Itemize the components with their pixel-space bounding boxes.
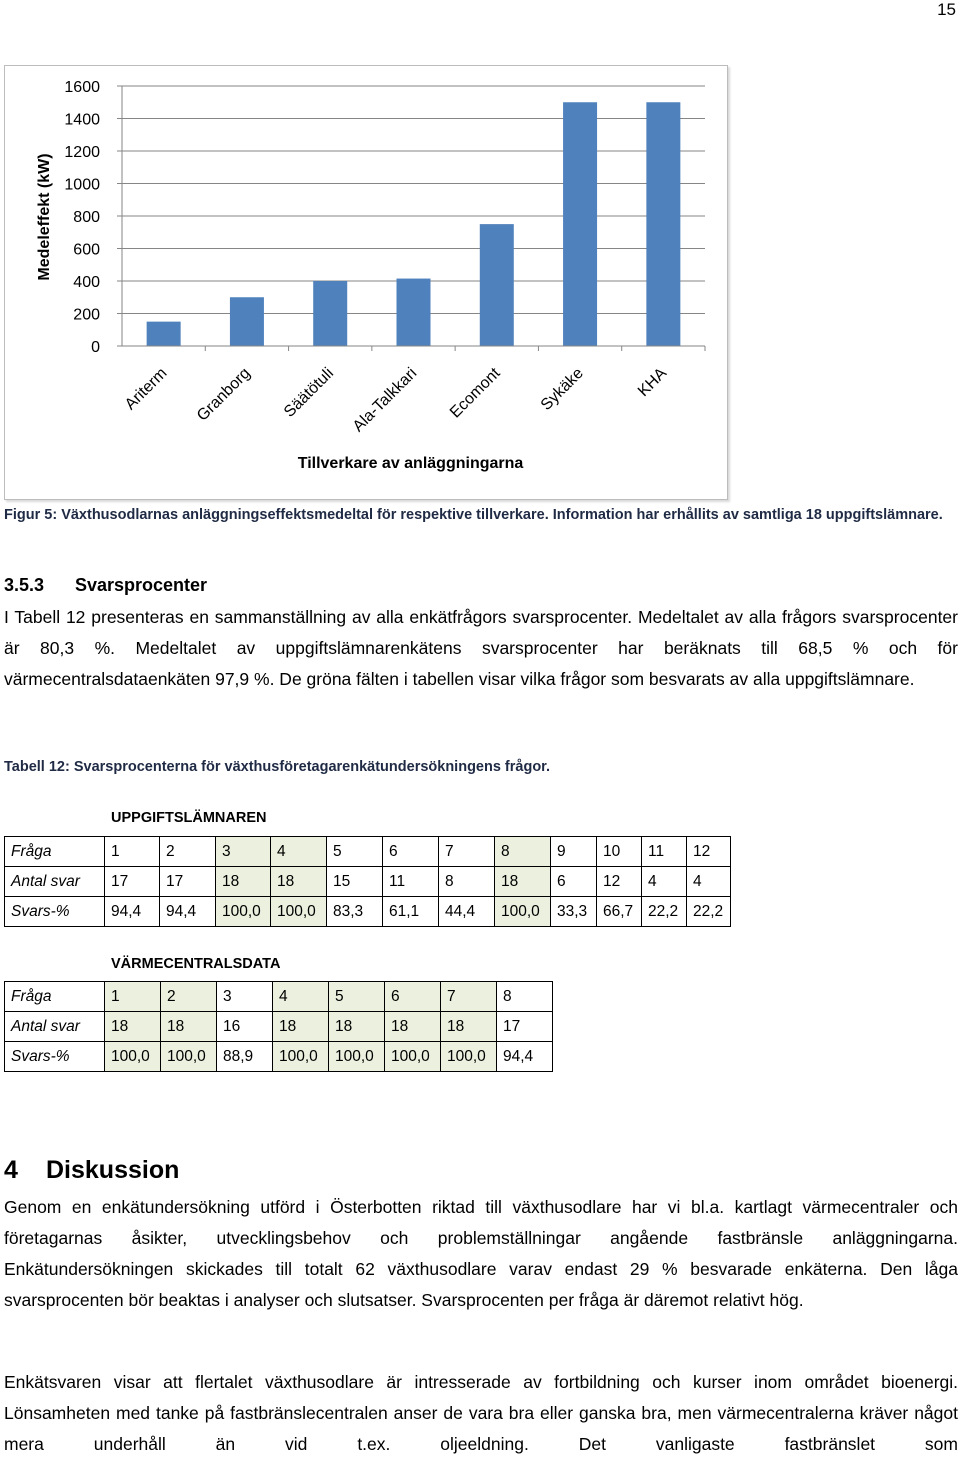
y-tick-label: 200 — [73, 306, 100, 324]
table-row — [5, 897, 731, 927]
row-label: Svars-% — [5, 897, 105, 927]
table-row — [5, 982, 553, 1012]
x-tick-label: Ala-Talkkari — [349, 364, 421, 436]
y-tick-label: 800 — [73, 209, 100, 226]
table-cell: 12 — [597, 867, 642, 897]
x-axis-title: Tillverkare av anläggningarna — [297, 455, 524, 472]
table-cell: 4 — [273, 982, 329, 1012]
table-cell: 4 — [642, 867, 687, 897]
table-cell: 6 — [383, 837, 439, 867]
table-cell: 33,3 — [551, 897, 597, 927]
table-cell: 18 — [216, 867, 271, 897]
table-cell: 83,3 — [327, 897, 383, 927]
table-cell: 61,1 — [383, 897, 439, 927]
y-tick-label: 1600 — [64, 79, 100, 96]
table-cell: 16 — [217, 1012, 273, 1042]
table-cell: 6 — [385, 982, 441, 1012]
table-cell: 18 — [495, 867, 551, 897]
table-cell: 100,0 — [271, 897, 327, 927]
table-cell: 100,0 — [441, 1042, 497, 1072]
table-cell: 10 — [597, 837, 642, 867]
bar — [313, 281, 347, 346]
chapter-title: Diskussion — [46, 1156, 180, 1184]
table-cell: 3 — [217, 982, 273, 1012]
table-cell: 7 — [441, 982, 497, 1012]
row-label: Antal svar — [5, 1012, 105, 1042]
table-cell: 94,4 — [497, 1042, 553, 1072]
table-cell: 18 — [441, 1012, 497, 1042]
bar — [147, 322, 181, 346]
chapter-number: 4 — [4, 1156, 18, 1184]
section-number: 3.5.3 — [4, 575, 45, 595]
table-cell: 100,0 — [161, 1042, 217, 1072]
table-cell: 5 — [329, 982, 385, 1012]
table2-title: VÄRMECENTRALSDATA — [111, 956, 281, 972]
table-cell: 11 — [642, 837, 687, 867]
table-cell: 4 — [687, 867, 731, 897]
section-paragraph: I Tabell 12 presenteras en sammanställning av alla enkätfrågors svarsprocenter. Medeltalet av alla frågors svarsprocenter är 80,3 %. Medeltalet av uppgiftslämnarenkätens svarsprocenter har beräknats till 68,5 % och för värmecentralsdataenkäten 97,9 %. De gröna fälten i tabellen visar vilka frågor som besvarats av alla uppgiftslämnare. — [4, 607, 958, 689]
table-caption: Tabell 12: Svarsprocenterna för växthusföretagarenkätundersökningens frågor. — [4, 759, 551, 775]
table-cell: 15 — [327, 867, 383, 897]
x-tick-label: KHA — [634, 364, 671, 401]
bar — [230, 297, 264, 346]
x-tick-label: Sykäke — [537, 364, 587, 414]
table-cell: 100,0 — [385, 1042, 441, 1072]
table-cell: 1 — [105, 837, 160, 867]
table-cell: 100,0 — [329, 1042, 385, 1072]
bar — [646, 102, 680, 346]
x-tick-label: Säätötuli — [280, 364, 338, 421]
table-cell: 17 — [105, 867, 160, 897]
bar-chart — [4, 65, 728, 500]
table-row — [5, 867, 731, 897]
table-row — [5, 1012, 553, 1042]
y-axis-title: Medeleffekt (kW) — [36, 153, 53, 281]
table-cell: 44,4 — [439, 897, 495, 927]
bar — [397, 279, 431, 346]
table-cell: 8 — [439, 867, 495, 897]
y-tick-label: 1400 — [64, 111, 100, 129]
table-cell: 100,0 — [495, 897, 551, 927]
table-cell: 1 — [105, 982, 161, 1012]
table-cell: 8 — [497, 982, 553, 1012]
table-cell: 17 — [160, 867, 216, 897]
table1-title: UPPGIFTSLÄMNAREN — [111, 810, 267, 826]
varmecentralsdata-table — [4, 981, 553, 1072]
table-cell: 22,2 — [687, 897, 731, 927]
chart-canvas — [5, 66, 727, 499]
table-cell: 18 — [385, 1012, 441, 1042]
y-tick-label: 400 — [73, 274, 100, 291]
row-label: Antal svar — [5, 867, 105, 897]
table-cell: 18 — [273, 1012, 329, 1042]
table-row — [5, 1042, 553, 1072]
table-cell: 17 — [497, 1012, 553, 1042]
chapter-heading — [4, 1156, 179, 1185]
table-cell: 3 — [216, 837, 271, 867]
y-tick-label: 1200 — [64, 144, 100, 161]
table-cell: 94,4 — [105, 897, 160, 927]
y-tick-label: 600 — [73, 241, 100, 259]
table-cell: 18 — [161, 1012, 217, 1042]
table-cell: 12 — [687, 837, 731, 867]
page-number: 15 — [937, 0, 956, 19]
table-cell: 8 — [495, 837, 551, 867]
bar — [480, 224, 514, 346]
figure-caption: Figur 5: Växthusodlarnas anläggningseffektsmedeltal för respektive tillverkare. Information har erhållits av samtliga 18 uppgiftslämnare. — [4, 507, 943, 523]
section-heading — [4, 575, 207, 596]
bar — [563, 102, 597, 346]
table-cell: 94,4 — [160, 897, 216, 927]
table-cell: 2 — [161, 982, 217, 1012]
row-label: Fråga — [5, 837, 105, 867]
y-tick-label: 0 — [91, 339, 100, 356]
table-cell: 4 — [271, 837, 327, 867]
table-cell: 100,0 — [105, 1042, 161, 1072]
table-cell: 2 — [160, 837, 216, 867]
table-cell: 18 — [105, 1012, 161, 1042]
table-cell: 18 — [271, 867, 327, 897]
x-tick-label: Granborg — [193, 364, 254, 425]
section-title: Svarsprocenter — [75, 575, 208, 595]
discussion-paragraph-2: Enkätsvaren visar att flertalet växthusodlare är intresserade av fortbildning och kurser inom området bioenergi. Lönsamheten med tanke på fastbränslecentralen anser de vara bra eller ganska bra, men värmecentralerna kräver något mera underhåll än vid t.ex. oljeeldning. Det vanligaste fastbränslet som — [4, 1372, 958, 1454]
table-cell: 100,0 — [216, 897, 271, 927]
table-cell: 5 — [327, 837, 383, 867]
row-label: Svars-% — [5, 1042, 105, 1072]
uppgiftslamnaren-table — [4, 836, 731, 927]
table-row — [5, 837, 731, 867]
table-cell: 7 — [439, 837, 495, 867]
y-tick-label: 1000 — [64, 176, 100, 194]
discussion-paragraph-1: Genom en enkätundersökning utförd i Österbotten riktad till växthusodlare har vi bl.a. kartlagt värmecentraler och företagarnas åsikter, utvecklingsbehov och problemställningar angående fastbränsle anläggningarna. Enkätundersökningen skickades till totalt 62 växthusodlare varav endast 29 % besvarade enkäterna. Den låga svarsprocenten bör beaktas i analyser och slutsatser. Svarsprocenten per fråga är däremot relativt hög. — [4, 1197, 958, 1310]
table-cell: 6 — [551, 867, 597, 897]
row-label: Fråga — [5, 982, 105, 1012]
table-cell: 9 — [551, 837, 597, 867]
table-cell: 66,7 — [597, 897, 642, 927]
table-cell: 18 — [329, 1012, 385, 1042]
table-cell: 100,0 — [273, 1042, 329, 1072]
x-tick-label: Ecomont — [446, 364, 504, 422]
x-tick-label: Ariterm — [121, 364, 171, 414]
table-cell: 88,9 — [217, 1042, 273, 1072]
table-cell: 11 — [383, 867, 439, 897]
table-cell: 22,2 — [642, 897, 687, 927]
